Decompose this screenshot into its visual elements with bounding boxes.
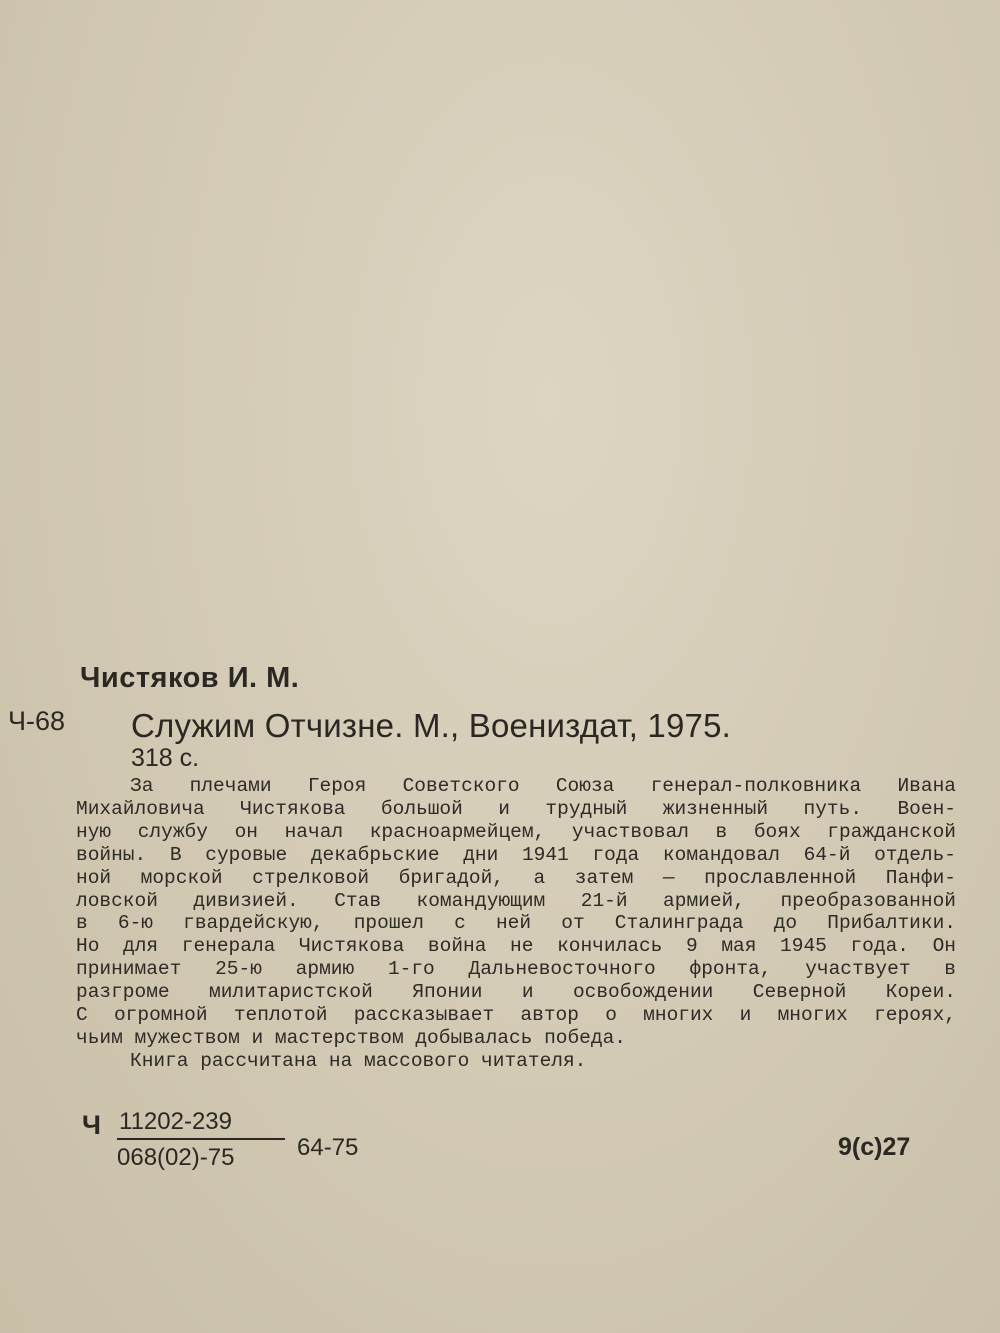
- annotation-line: Михайловича Чистякова большой и трудный жизненный путь. Воен-: [76, 797, 956, 820]
- annotation-line: ной морской стрелковой бригадой, а затем — прославленной Панфи-: [76, 866, 956, 889]
- catalog-denominator: 068(02)-75: [117, 1144, 235, 1171]
- annotation-line: принимает 25-ю армию 1-го Дальневосточного фронта, участвует в: [76, 958, 956, 981]
- annotation-line: За плечами Героя Советского Союза генерал-полковника Ивана: [130, 775, 956, 797]
- catalog-fraction: [117, 1108, 285, 1172]
- annotation-line: Но для генерала Чистякова война не кончилась 9 мая 1945 года. Он: [76, 935, 956, 958]
- annotation-line: чьим мужеством и мастерством добывалась победа.: [76, 1026, 626, 1049]
- annotation-line-audience: Книга рассчитана на массового читателя.: [130, 1049, 587, 1072]
- classification-code: 9(с)27: [838, 1133, 911, 1161]
- bibliographic-title-line: Служим Отчизне. М., Воениздат, 1975.: [131, 707, 732, 744]
- author-name: Чистяков И. М.: [80, 662, 300, 694]
- annotation-line: разгроме милитаристской Японии и освобождении Северной Кореи.: [76, 981, 956, 1004]
- annotation-line: войны. В суровые декабрьские дни 1941 года командовал 64-й отдель-: [76, 843, 956, 866]
- catalog-secondary-code: 64-75: [297, 1134, 359, 1161]
- catalog-numerator: 11202-239: [117, 1108, 285, 1140]
- page-count: 318 с.: [131, 744, 200, 772]
- author-index-code: Ч-68: [8, 706, 66, 736]
- annotation-line: ловской дивизией. Став командующим 21-й армией, преобразованной: [76, 889, 956, 912]
- annotation-text: [76, 775, 956, 1073]
- annotation-line: в 6-ю гвардейскую, прошел с ней от Сталинграда до Прибалтики.: [76, 912, 956, 935]
- annotation-line: С огромной теплотой рассказывает автор о многих и многих героях,: [76, 1004, 956, 1027]
- annotation-line: ную службу он начал красноармейцем, участвовал в боях гражданской: [76, 820, 956, 843]
- catalog-letter: Ч: [82, 1110, 101, 1140]
